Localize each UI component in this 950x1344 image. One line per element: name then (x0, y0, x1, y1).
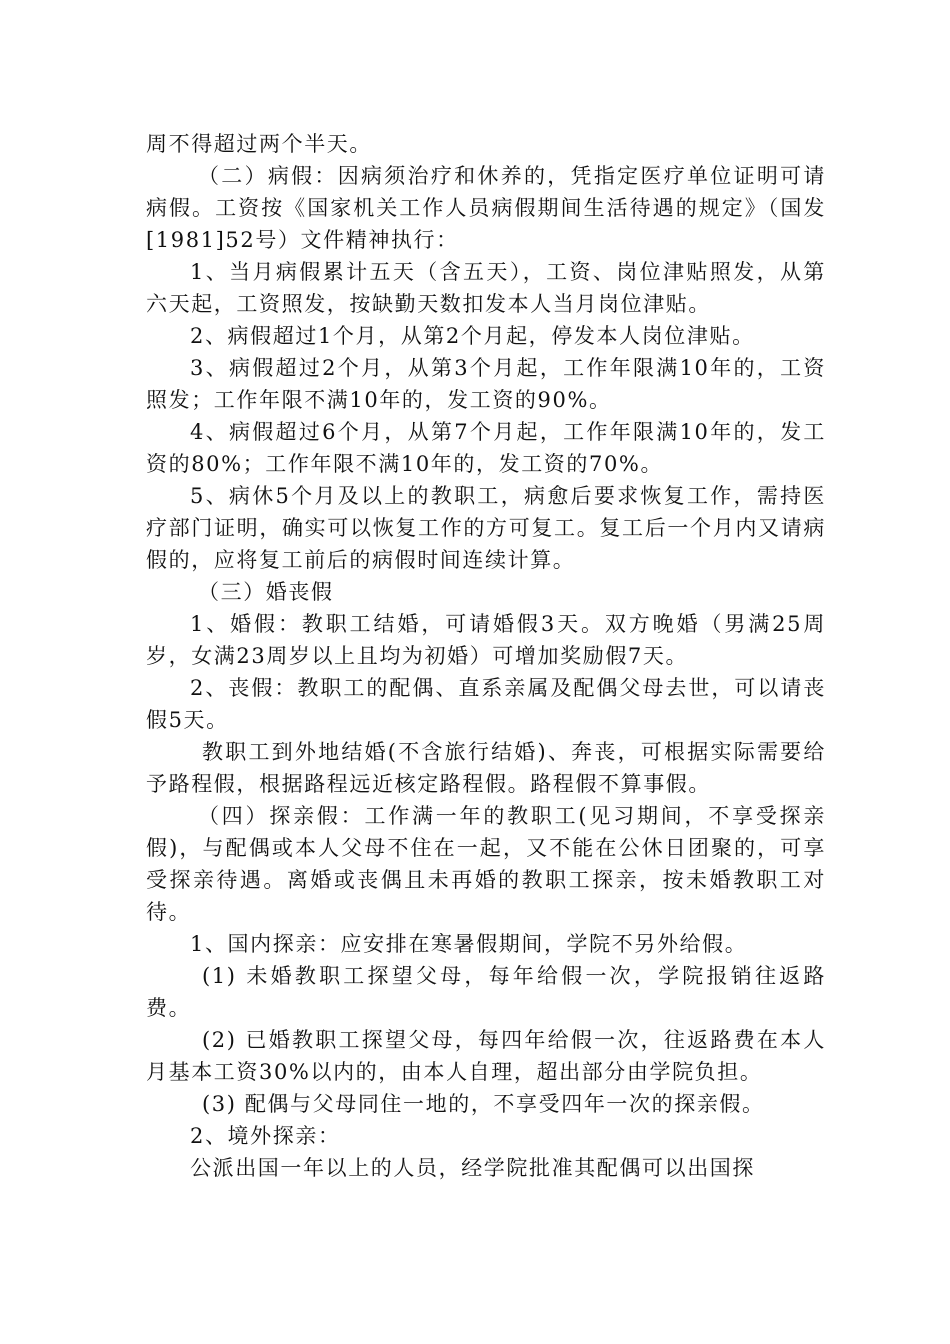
paragraph-2: （二）病假：因病须治疗和休养的，凭指定医疗单位证明可请病假。工资按《国家机关工作人员病假期间生活待遇的规定》（国发[1981]52号）文件精神执行： (146, 164, 826, 252)
paragraph-7: 5、病休5个月及以上的教职工，病愈后要求恢复工作，需持医疗部门证明，确实可以恢复工作的方可复工。复工后一个月内又请病假的，应将复工前后的病假时间连续计算。 (146, 484, 826, 572)
paragraph-11: 教职工到外地结婚(不含旅行结婚)、奔丧，可根据实际需要给予路程假，根据路程远近核定路程假。路程假不算事假。 (146, 740, 826, 796)
paragraph-15: (2) 已婚教职工探望父母，每四年给假一次，往返路费在本人月基本工资30%以内的，由本人自理，超出部分由学院负担。 (146, 1028, 826, 1084)
paragraph-17: 2、境外探亲： (190, 1124, 341, 1148)
paragraph-14: (1) 未婚教职工探望父母，每年给假一次，学院报销往返路费。 (146, 964, 826, 1020)
paragraph-16: (3) 配偶与父母同住一地的，不享受四年一次的探亲假。 (202, 1092, 765, 1116)
paragraph-13: 1、国内探亲：应安排在寒暑假期间，学院不另外给假。 (190, 932, 748, 956)
paragraph-6: 4、病假超过6个月，从第7个月起，工作年限满10年的，发工资的80%；工作年限不满10年的，发工资的70%。 (146, 420, 826, 476)
paragraph-9: 1、婚假：教职工结婚，可请婚假3天。双方晚婚（男满25周岁，女满23周岁以上且均为初婚）可增加奖励假7天。 (146, 612, 826, 668)
paragraph-12: （四）探亲假：工作满一年的教职工(见习期间，不享受探亲假)，与配偶或本人父母不住在一起，又不能在公休日团聚的，可享受探亲待遇。离婚或丧偶且未再婚的教职工探亲，按未婚教职工对待。 (146, 804, 826, 924)
paragraph-1: 周不得超过两个半天。 (146, 132, 372, 156)
document-body (146, 128, 826, 1184)
paragraph-3: 1、当月病假累计五天（含五天），工资、岗位津贴照发，从第六天起，工资照发，按缺勤天数扣发本人当月岗位津贴。 (146, 260, 826, 316)
paragraph-8: （三）婚丧假 (198, 580, 334, 604)
paragraph-10: 2、丧假：教职工的配偶、直系亲属及配偶父母去世，可以请丧假5天。 (146, 676, 826, 732)
paragraph-4: 2、病假超过1个月，从第2个月起，停发本人岗位津贴。 (190, 324, 755, 348)
paragraph-5: 3、病假超过2个月，从第3个月起，工作年限满10年的，工资照发；工作年限不满10年的，发工资的90%。 (146, 356, 826, 412)
paragraph-18: 公派出国一年以上的人员，经学院批准其配偶可以出国探 (190, 1156, 755, 1180)
